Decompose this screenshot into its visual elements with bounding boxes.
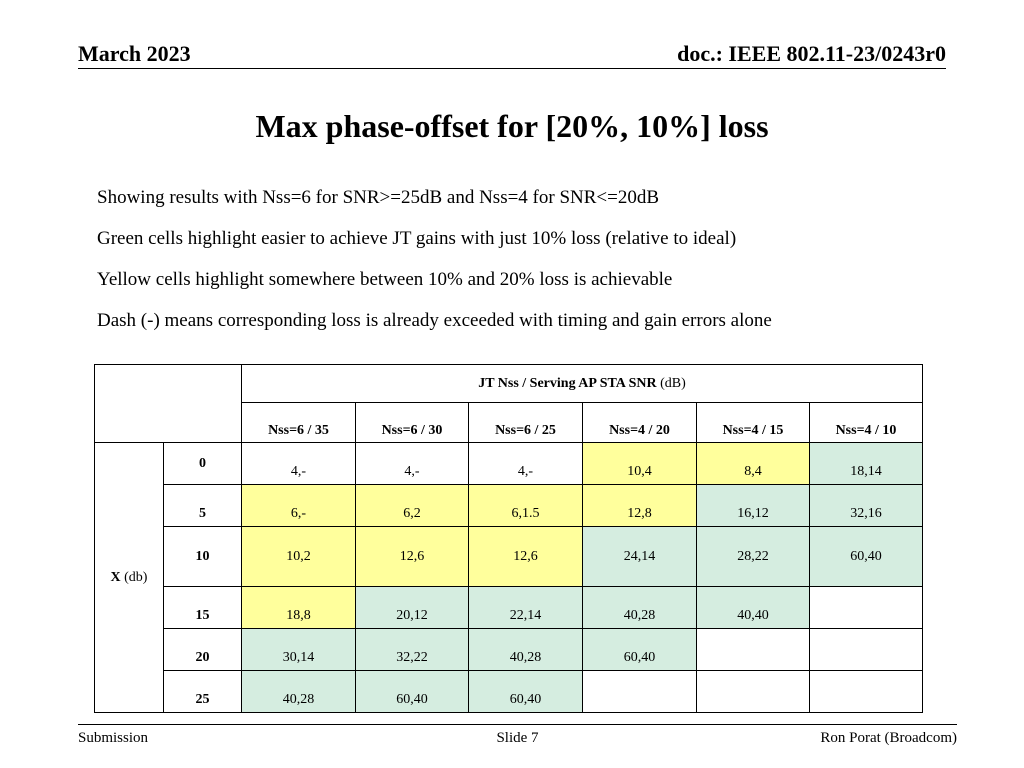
table-row xyxy=(95,671,923,713)
corner-cell xyxy=(95,365,242,443)
row-x-value: 5 xyxy=(164,485,242,527)
table-cell: 60,40 xyxy=(356,671,469,713)
bullet-list xyxy=(97,186,957,350)
column-header: Nss=4 / 20 xyxy=(583,403,697,443)
table-row xyxy=(95,629,923,671)
table-cell: 40,40 xyxy=(697,587,810,629)
table-cell xyxy=(810,587,923,629)
table-cell: 18,8 xyxy=(242,587,356,629)
footer-author: Ron Porat (Broadcom) xyxy=(820,730,957,746)
header-date: March 2023 xyxy=(78,41,191,66)
row-x-value: 10 xyxy=(164,527,242,587)
slide-title: Max phase-offset for [20%, 10%] loss xyxy=(255,108,769,144)
table-row xyxy=(95,443,923,485)
row-x-value: 20 xyxy=(164,629,242,671)
footer-slide-number: Slide 7 xyxy=(496,730,539,746)
table-cell: 60,40 xyxy=(810,527,923,587)
table-cell: 40,28 xyxy=(469,629,583,671)
table-cell: 40,28 xyxy=(583,587,697,629)
column-header: Nss=6 / 35 xyxy=(242,403,356,443)
table-cell: 40,28 xyxy=(242,671,356,713)
table-cell: 60,40 xyxy=(583,629,697,671)
table-cell: 4,- xyxy=(469,443,583,485)
table-cell xyxy=(697,629,810,671)
table-cell: 4,- xyxy=(356,443,469,485)
table-row xyxy=(95,485,923,527)
bullet-item: Showing results with Nss=6 for SNR>=25dB and Nss=4 for SNR<=20dB xyxy=(97,187,660,208)
bullet-item: Dash (-) means corresponding loss is already exceeded with timing and gain errors alone xyxy=(97,310,772,331)
column-header: Nss=4 / 15 xyxy=(697,403,810,443)
table-cell: 24,14 xyxy=(583,527,697,587)
table-cell: 12,6 xyxy=(356,527,469,587)
row-group-label-x: X xyxy=(110,569,121,585)
row-group-label-unit: (db) xyxy=(120,569,148,585)
bullet-item: Yellow cells highlight somewhere between 10% and 20% loss is achievable xyxy=(97,269,673,290)
phase-offset-table xyxy=(94,364,923,713)
group-header xyxy=(242,365,923,403)
column-header: Nss=6 / 25 xyxy=(469,403,583,443)
table-cell: 6,2 xyxy=(356,485,469,527)
table-cell: 10,4 xyxy=(583,443,697,485)
row-group-label xyxy=(95,443,164,713)
table-cell xyxy=(697,671,810,713)
table-cell: 6,1.5 xyxy=(469,485,583,527)
row-x-value: 15 xyxy=(164,587,242,629)
table-cell: 32,16 xyxy=(810,485,923,527)
table-cell: 4,- xyxy=(242,443,356,485)
table-row xyxy=(95,587,923,629)
table-cell: 20,12 xyxy=(356,587,469,629)
table-cell: 10,2 xyxy=(242,527,356,587)
table-cell xyxy=(810,629,923,671)
row-x-value: 0 xyxy=(164,443,242,485)
table-cell: 60,40 xyxy=(469,671,583,713)
table-cell xyxy=(810,671,923,713)
table-row xyxy=(95,527,923,587)
table-cell: 12,8 xyxy=(583,485,697,527)
column-header: Nss=4 / 10 xyxy=(810,403,923,443)
table-cell: 22,14 xyxy=(469,587,583,629)
slide-header xyxy=(78,40,946,69)
bullet-item: Green cells highlight easier to achieve JT gains with just 10% loss (relative to ideal) xyxy=(97,228,737,249)
table-cell xyxy=(583,671,697,713)
row-x-value: 25 xyxy=(164,671,242,713)
group-header-label: JT Nss / Serving AP STA SNR xyxy=(478,375,657,391)
table-cell: 12,6 xyxy=(469,527,583,587)
group-header-unit: (dB) xyxy=(656,375,686,391)
footer-submission: Submission xyxy=(78,730,149,746)
column-header: Nss=6 / 30 xyxy=(356,403,469,443)
slide-footer xyxy=(78,724,957,755)
table-cell: 6,- xyxy=(242,485,356,527)
header-doc-id: doc.: IEEE 802.11-23/0243r0 xyxy=(677,41,946,66)
table-cell: 18,14 xyxy=(810,443,923,485)
table-cell: 32,22 xyxy=(356,629,469,671)
table-cell: 8,4 xyxy=(697,443,810,485)
table-cell: 16,12 xyxy=(697,485,810,527)
table-cell: 30,14 xyxy=(242,629,356,671)
table-cell: 28,22 xyxy=(697,527,810,587)
